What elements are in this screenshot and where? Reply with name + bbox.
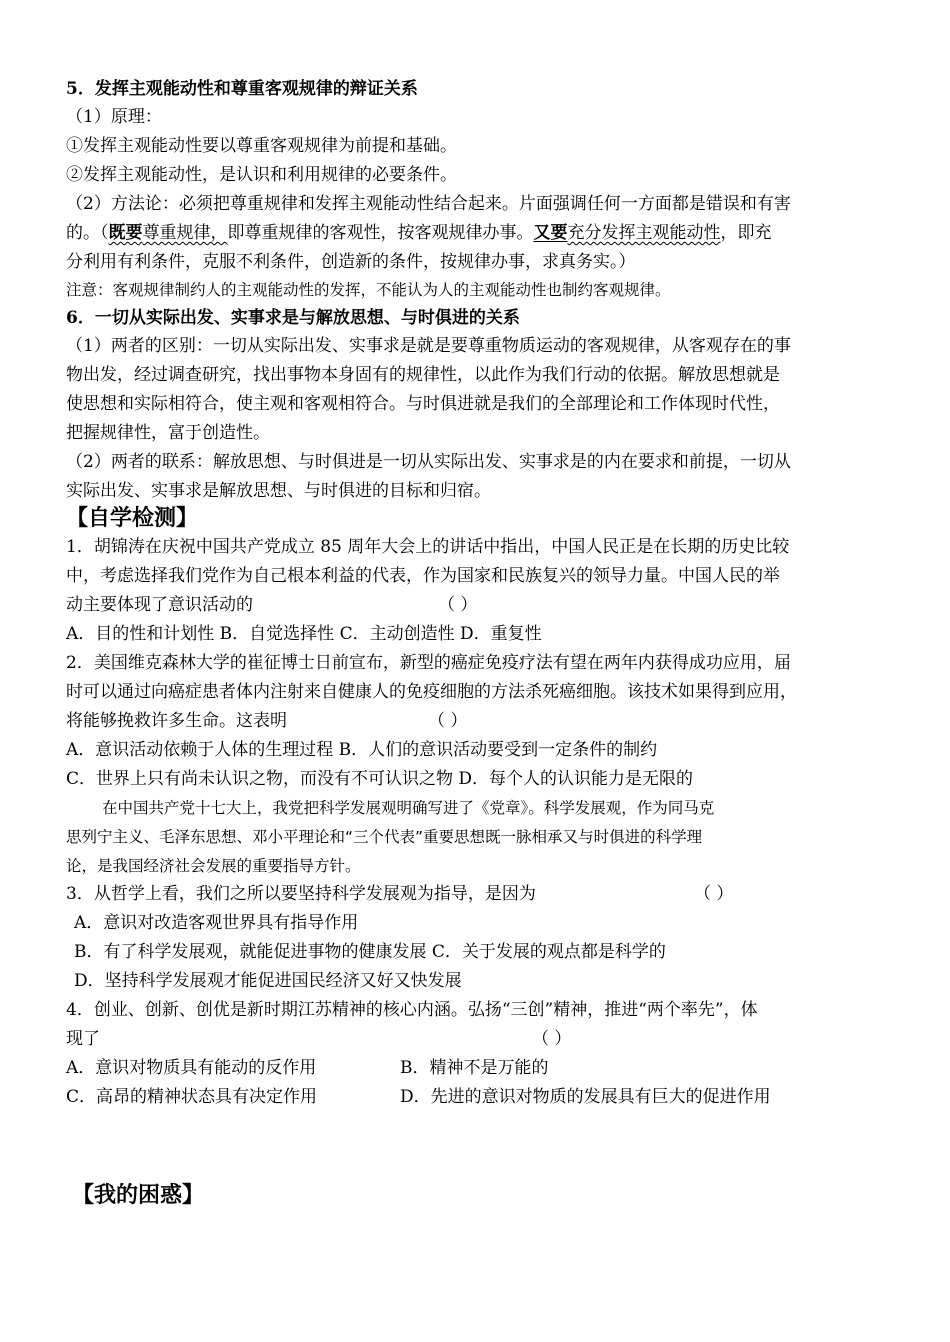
material-line-3: 论，是我国经济社会发展的重要指导方针。: [66, 857, 361, 875]
q4-option-d: D．先进的意识对物质的发展具有巨大的促进作用: [400, 1087, 771, 1107]
q4-line-1: 4．创业、创新、创优是新时期江苏精神的核心内涵。弘扬“三创”精神，推进“两个率先”，体: [66, 1000, 758, 1020]
q1-line-3: 动主要体现了意识活动的: [66, 595, 253, 615]
q1-line-1: 1．胡锦涛在庆祝中国共产党成立 85 周年大会上的讲话中指出，中国人民正是在长期的历史比较: [66, 537, 790, 557]
q4-option-a: A．意识对物质具有能动的反作用: [66, 1058, 317, 1078]
material-line-2: 思列宁主义、毛泽东思想、邓小平理论和“三个代表”重要思想既一脉相承又与时俱进的科学理: [66, 828, 703, 846]
q1-options: A．目的性和计划性 B．自觉选择性 C．主动创造性 D．重复性: [66, 624, 542, 644]
emphasis-text: 又要: [533, 223, 568, 243]
q4-answer-blank: （ ）: [532, 1029, 572, 1049]
text-fragment: ，即充: [720, 223, 772, 243]
q2-answer-blank: （ ）: [428, 711, 468, 731]
principle-item-1: ①发挥主观能动性要以尊重客观规律为前提和基础。: [66, 136, 457, 156]
q4-option-c: C．高昂的精神状态具有决定作用: [66, 1087, 318, 1107]
q2-line-2: 时可以通过向癌症患者体内注射来自健康人的免疫细胞的方法杀死癌细胞。该技术如果得到应用，: [66, 682, 797, 702]
q3-line-1: 3．从哲学上看，我们之所以要坚持科学发展观为指导，是因为: [66, 884, 536, 904]
confusion-title: 【我的困惑】: [72, 1183, 205, 1208]
principle-item-2: ②发挥主观能动性，是认识和利用规律的必要条件。: [66, 165, 457, 185]
q2-line-1: 2．美国维克森林大学的崔征博士日前宣布，新型的癌症免疫疗法有望在两年内获得成功应用，届: [66, 653, 791, 673]
connection-line-1: （2）两者的联系：解放思想、与时俱进是一切从实际出发、实事求是的内在要求和前提，一切从: [66, 452, 791, 472]
difference-line-3: 使思想和实际相符合，使主观和客观相符合。与时俱进就是我们的全部理论和工作体现时代性，: [66, 394, 780, 414]
q2-options-1: A．意识活动依赖于人体的生理过程 B．人们的意识活动要受到一定条件的制约: [66, 740, 658, 760]
methodology-line-3: 分利用有利条件，克服不利条件，创造新的条件，按规律办事，求真务实。）: [66, 252, 636, 272]
q2-line-3: 将能够挽救许多生命。这表明: [66, 711, 287, 731]
material-line-1: 在中国共产党十七大上，我党把科学发展观明确写进了《党章》。科学发展观，作为同马克: [102, 799, 715, 817]
q1-line-2: 中，考虑选择我们党作为自己根本利益的代表，作为国家和民族复兴的领导力量。中国人民的举: [66, 566, 780, 586]
difference-line-2: 物出发，经过调查研究，找出事物本身固有的规律性，以此作为我们行动的依据。解放思想就是: [66, 365, 780, 385]
difference-line-1: （1）两者的区别：一切从实际出发、实事求是就是要尊重物质运动的客观规律，从客观存在的事: [66, 336, 791, 356]
emphasis-text: 既要: [108, 223, 143, 243]
section-6-heading: 6．一切从实际出发、实事求是与解放思想、与时俱进的关系: [66, 308, 520, 328]
difference-line-4: 把握规律性，富于创造性。: [66, 423, 270, 443]
connection-line-2: 实际出发、实事求是解放思想、与时俱进的目标和归宿。: [66, 481, 491, 501]
section-5-heading: 5．发挥主观能动性和尊重客观规律的辩证关系: [66, 79, 418, 99]
emphasis-text: 充分发挥主观能动性: [567, 223, 721, 243]
q3-option-bc: B．有了科学发展观，就能促进事物的健康发展 C．关于发展的观点都是科学的: [74, 942, 666, 962]
q3-answer-blank: （ ）: [694, 884, 734, 904]
q4-line-2: 现了: [66, 1029, 100, 1049]
q3-option-a: A．意识对改造客观世界具有指导作用: [74, 913, 359, 933]
q4-option-b: B．精神不是万能的: [400, 1058, 549, 1078]
note-text: 注意：客观规律制约人的主观能动性的发挥，不能认为人的主观能动性也制约客观规律。: [66, 281, 671, 299]
text-fragment: 的。（: [66, 223, 109, 243]
q2-options-2: C．世界上只有尚未认识之物，而没有不可认识之物 D．每个人的认识能力是无限的: [66, 769, 694, 789]
methodology-line-1: （2）方法论：必须把尊重规律和发挥主观能动性结合起来。片面强调任何一方面都是错误和有害: [66, 194, 791, 214]
q1-answer-blank: （ ）: [438, 595, 478, 615]
text-fragment: 即尊重规律的客观性，按客观规律办事。: [227, 223, 534, 243]
methodology-line-2: [66, 222, 772, 244]
principle-label: （1）原理：: [66, 107, 162, 127]
emphasis-text: 尊重规律，: [142, 223, 228, 243]
self-test-title: 【自学检测】: [66, 506, 199, 531]
q3-option-d: D．坚持科学发展观才能促进国民经济又好又快发展: [74, 971, 462, 991]
